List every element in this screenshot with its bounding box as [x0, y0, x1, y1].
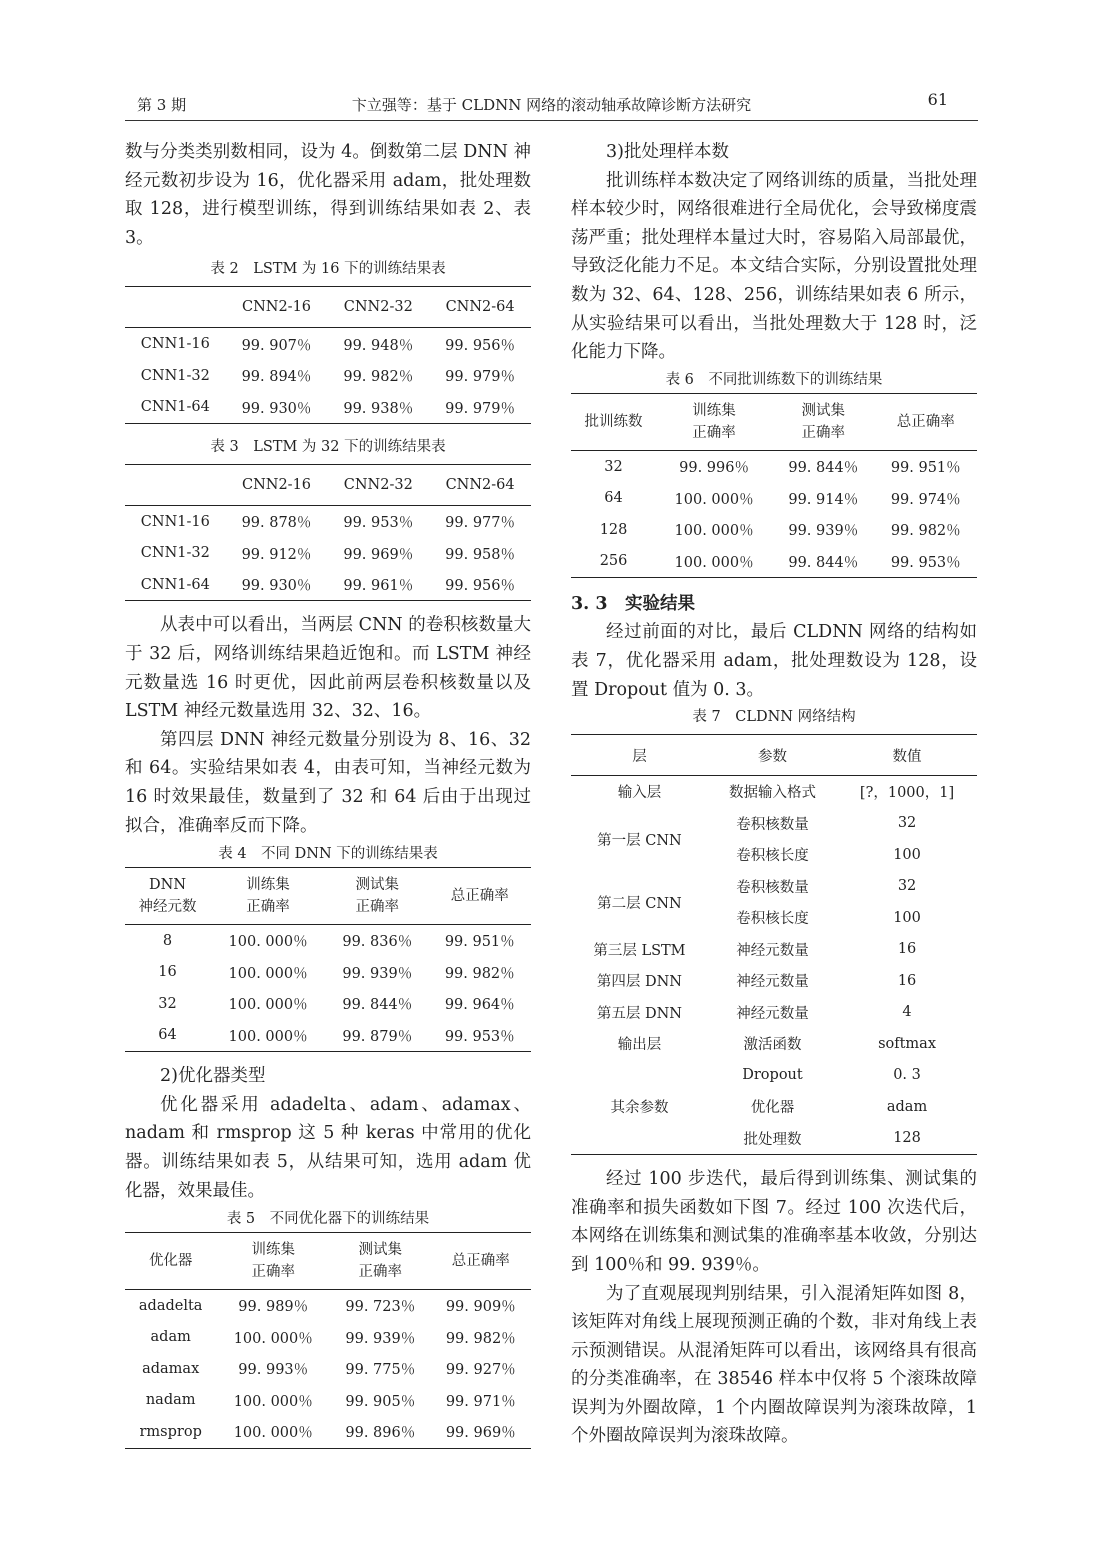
- cell: 99. 836％: [342, 934, 413, 951]
- cell: 4: [902, 1004, 912, 1021]
- header-cell: 批训练数: [584, 413, 643, 430]
- table-row: [125, 537, 531, 569]
- cell: 99. 905％: [345, 1393, 416, 1410]
- table-row: [125, 1416, 531, 1448]
- table-row: [571, 450, 977, 482]
- cell: 99. 939％: [342, 965, 413, 982]
- cell: 99. 953％: [444, 1028, 515, 1045]
- cell: 99. 896％: [345, 1425, 416, 1442]
- cell: [?，1000，1]: [859, 785, 955, 802]
- cell: 卷积核长度: [736, 848, 809, 865]
- header-cell: CNN2-64: [445, 299, 515, 316]
- header-cell: 层: [632, 748, 647, 765]
- cell: CNN1-16: [140, 513, 210, 530]
- cell: 100. 000％: [233, 1393, 313, 1410]
- running-header: [125, 90, 978, 121]
- cell: adamax: [142, 1360, 200, 1377]
- cell: 99. 977％: [445, 515, 516, 532]
- header-cell: 测试集 正确率: [358, 1242, 403, 1281]
- cell: 16: [897, 972, 917, 989]
- cell: 99. 951％: [444, 934, 515, 951]
- table-row: [571, 482, 977, 514]
- cell: 100. 000％: [233, 1425, 313, 1442]
- table-row: [125, 1290, 531, 1322]
- cell: 8: [162, 932, 173, 949]
- table-row: [571, 545, 977, 577]
- cell: 卷积核长度: [736, 911, 809, 928]
- cell: 99. 938％: [343, 400, 414, 417]
- cell: 神经元数量: [736, 1005, 809, 1022]
- cell: 99. 930％: [241, 578, 312, 595]
- cell: CNN1-64: [140, 576, 210, 593]
- paragraph: 第四层 DNN 神经元数量分别设为 8、16、32 和 64。实验结果如表 4，由表可知，当神经元数为 16 时效果最佳，数量到了 32 和 64 后由于出现过拟合，准确率反而下降。: [125, 729, 531, 836]
- cell: 100: [893, 846, 921, 863]
- header-cell: [125, 464, 226, 505]
- table-row: [125, 1322, 531, 1354]
- cell: 99. 894％: [241, 369, 312, 386]
- table-row: [125, 1020, 531, 1052]
- cell: Dropout: [742, 1067, 803, 1084]
- cell: adam: [886, 1098, 928, 1115]
- cell: 神经元数量: [736, 942, 809, 959]
- header-cell: 总正确率: [451, 1253, 510, 1270]
- cell: 99. 948％: [343, 337, 414, 354]
- table-cldnn-structure: [571, 734, 977, 1155]
- cell: 100. 000％: [233, 1330, 313, 1347]
- table-optimizer: [125, 1232, 531, 1449]
- cell: 100: [893, 909, 921, 926]
- subsection-heading: 2)优化器类型: [160, 1066, 266, 1087]
- cell: 99. 958％: [445, 546, 516, 563]
- cell: 激活函数: [743, 1037, 802, 1054]
- cell: 99. 912％: [241, 546, 312, 563]
- paragraph: 为了直观展现判别结果，引入混淆矩阵如图 8，该矩阵对角线上展现预测正确的个数，非对角线上表示预测错误。从混淆矩阵可以看出，该网络具有很高的分类准确率，在 38546 样本中仅将 5 个滚珠故障误判为外圈故障，1 个内圈故障误判为滚珠故障，1 个外圈故障误判为滚珠故障。: [571, 1283, 977, 1447]
- cell: 第三层 LSTM: [593, 942, 686, 959]
- paragraph: 优化器采用 adadelta、adam、adamax、nadam 和 rmsprop 这 5 种 keras 中常用的优化器。训练结果如表 5，从结果可知，选用 adam 优化器，效果最佳。: [125, 1094, 531, 1201]
- left-column: [125, 138, 531, 1449]
- cell: 32: [158, 995, 177, 1012]
- cell: 99. 974％: [890, 491, 961, 508]
- cell: 100. 000％: [674, 523, 754, 539]
- table-row: [571, 514, 977, 546]
- cell: CNN1-16: [140, 336, 210, 353]
- cell: adadelta: [138, 1297, 203, 1314]
- cell: 99. 939％: [788, 523, 859, 539]
- header-cell: CNN2-16: [241, 476, 312, 493]
- table-row: [125, 1353, 531, 1385]
- cell: 16: [897, 941, 917, 958]
- section-heading: 3. 3 实验结果: [571, 593, 696, 614]
- table-caption: 表 5 不同优化器下的训练结果: [226, 1211, 430, 1228]
- cell: CNN1-32: [140, 367, 210, 384]
- cell: 16: [158, 964, 177, 981]
- header-cell: 训练集 正确率: [246, 877, 290, 916]
- cell: 99. 775％: [345, 1362, 416, 1379]
- cell: 100. 000％: [228, 997, 308, 1014]
- cell: 输入层: [617, 785, 662, 802]
- header-cell: CNN2-64: [445, 476, 515, 493]
- cell: 99. 961％: [343, 578, 414, 595]
- cell: 99. 982％: [445, 1330, 516, 1347]
- cell: 99. 927％: [445, 1362, 516, 1379]
- cell: 99. 971％: [445, 1393, 516, 1410]
- header-cell: DNN 神经元数: [138, 877, 197, 916]
- header-cell: 参数: [757, 748, 787, 765]
- subsection-heading: 3)批处理样本数: [606, 142, 729, 162]
- cell: 100. 000％: [228, 1028, 308, 1045]
- paragraph: 经过前面的对比，最后 CLDNN 网络的结构如表 7，优化器采用 adam，批处理数设为 128，设置 Dropout 值为 0. 3。: [571, 622, 977, 700]
- header-cell: CNN2-32: [343, 476, 413, 493]
- header-cell: 测试集 正确率: [801, 402, 846, 441]
- cell: 99. 844％: [788, 460, 859, 476]
- cell: 128: [599, 521, 628, 538]
- cell: 99. 969％: [343, 546, 414, 563]
- table-row: [125, 391, 531, 423]
- cell: 99. 953％: [890, 554, 961, 571]
- cell: 99. 989％: [238, 1299, 309, 1316]
- running-title: 卞立强等：基于 CLDNN 网络的滚动轴承故障诊断方法研究: [351, 96, 752, 114]
- table-caption: 表 2 LSTM 为 16 下的训练结果表: [210, 261, 446, 278]
- cell: nadam: [145, 1392, 196, 1409]
- cell: 卷积核数量: [736, 816, 809, 833]
- cell: 128: [893, 1130, 921, 1147]
- header-cell: 数值: [892, 748, 922, 765]
- cell: rmsprop: [139, 1423, 202, 1440]
- cell: 99. 996％: [679, 460, 749, 476]
- cell: 卷积核数量: [736, 879, 809, 896]
- cell: 99. 878％: [241, 515, 312, 532]
- cell: CNN1-32: [140, 545, 210, 562]
- table-lstm32: [125, 464, 531, 602]
- cell: 99. 982％: [444, 965, 515, 982]
- cell: 优化器: [750, 1100, 795, 1117]
- cell: 256: [599, 553, 628, 569]
- header-cell: [125, 287, 226, 328]
- cell: 99. 914％: [788, 491, 859, 508]
- cell: 99. 879％: [342, 1028, 413, 1045]
- table-row: [125, 360, 531, 392]
- cell: 100. 000％: [674, 491, 754, 508]
- cell: 批处理数: [743, 1131, 802, 1148]
- cell: 99. 956％: [445, 578, 516, 595]
- cell: 其余参数: [610, 1100, 669, 1117]
- paragraph: 批训练样本数决定了网络训练的质量，当批处理样本较少时，网络很难进行全局优化，会导致梯度震荡严重；批处理样本量过大时，容易陷入局部最优，导致泛化能力不足。本文结合实际，分别设置批处理数为 32、64、128、256，训练结果如表 6 所示，从实验结果可以看出，当批处理数大于 128 时，泛化能力下降。: [571, 170, 977, 363]
- cell: 99. 982％: [343, 369, 414, 386]
- table-row: [125, 328, 531, 360]
- table-lstm16: [125, 286, 531, 424]
- cell: 32: [897, 878, 917, 895]
- cell: 99. 964％: [444, 997, 515, 1014]
- header-cell: 总正确率: [450, 888, 509, 905]
- table-caption: 表 6 不同批训练数下的训练结果: [665, 371, 883, 388]
- header-cell: 总正确率: [896, 413, 955, 430]
- cell: 第四层 DNN: [596, 974, 682, 991]
- header-cell: CNN2-16: [241, 299, 312, 316]
- cell: 99. 909％: [445, 1299, 516, 1316]
- issue-number: 第 3 期: [137, 96, 187, 114]
- cell: 99. 844％: [788, 554, 859, 571]
- table-row: [125, 569, 531, 601]
- header-cell: CNN2-32: [343, 299, 413, 316]
- cell: 99. 907％: [241, 337, 312, 354]
- header-cell: 优化器: [148, 1253, 193, 1270]
- right-column: [571, 138, 977, 1451]
- cell: 64: [604, 490, 623, 506]
- paragraph: 经过 100 步迭代，最后得到训练集、测试集的准确率和损失函数如下图 7。经过 100 次迭代后，本网络在训练集和测试集的准确率基本收敛，分别达到 100％和 99. 939％。: [571, 1169, 977, 1275]
- header-cell: 测试集 正确率: [355, 877, 400, 916]
- table-row: [125, 925, 531, 957]
- cell: 100. 000％: [228, 934, 308, 951]
- cell: 99. 723％: [345, 1299, 416, 1316]
- cell: 32: [897, 815, 917, 832]
- cell: 99. 844％: [342, 997, 413, 1014]
- cell: 99. 930％: [241, 400, 312, 417]
- header-cell: 训练集 正确率: [692, 402, 736, 441]
- paragraph: 从表中可以看出，当两层 CNN 的卷积核数量大于 32 后，网络训练结果趋近饱和。而 LSTM 神经元数量选 16 时更优，因此前两层卷积核数量以及 LSTM 神经元数量选用 32、32、16。: [125, 615, 531, 722]
- cell: 99. 939％: [345, 1330, 416, 1347]
- cell: 99. 979％: [445, 369, 516, 386]
- cell: 32: [604, 458, 623, 475]
- page-number: 61: [927, 90, 948, 109]
- cell: 100. 000％: [674, 554, 754, 571]
- cell: 数据输入格式: [728, 785, 816, 802]
- table-batch: [571, 393, 977, 578]
- cell: 神经元数量: [736, 974, 809, 991]
- table-dnn: [125, 867, 531, 1052]
- header-cell: 训练集 正确率: [251, 1242, 295, 1281]
- table-row: [125, 957, 531, 989]
- cell: 第二层 CNN: [597, 895, 682, 912]
- cell: 64: [158, 1027, 177, 1044]
- cell: 99. 969％: [445, 1425, 516, 1442]
- table-row: [125, 505, 531, 537]
- cell: 99. 951％: [890, 460, 961, 476]
- cell: 第五层 DNN: [596, 1005, 682, 1022]
- table-row: [125, 988, 531, 1020]
- cell: 输出层: [617, 1037, 662, 1054]
- table-caption: 表 7 CLDNN 网络结构: [692, 709, 856, 726]
- table-caption: 表 4 不同 DNN 下的训练结果表: [218, 846, 438, 863]
- cell: 99. 982％: [890, 523, 961, 539]
- cell: 99. 956％: [445, 337, 516, 354]
- cell: 0. 3: [893, 1067, 921, 1084]
- cell: 99. 993％: [238, 1362, 309, 1379]
- cell: 第一层 CNN: [597, 832, 682, 849]
- cell: CNN1-64: [140, 399, 210, 416]
- paragraph: 数与分类类别数相同，设为 4。倒数第二层 DNN 神经元数初步设为 16，优化器采用 adam，批处理数取 128，进行模型训练，得到训练结果如表 2、表 3。: [125, 142, 531, 248]
- cell: softmax: [878, 1035, 936, 1052]
- table-caption: 表 3 LSTM 为 32 下的训练结果表: [210, 438, 446, 455]
- cell: adam: [150, 1329, 191, 1346]
- table-row: [125, 1385, 531, 1417]
- cell: 99. 979％: [445, 400, 516, 417]
- cell: 99. 953％: [343, 515, 414, 532]
- cell: 100. 000％: [228, 965, 308, 982]
